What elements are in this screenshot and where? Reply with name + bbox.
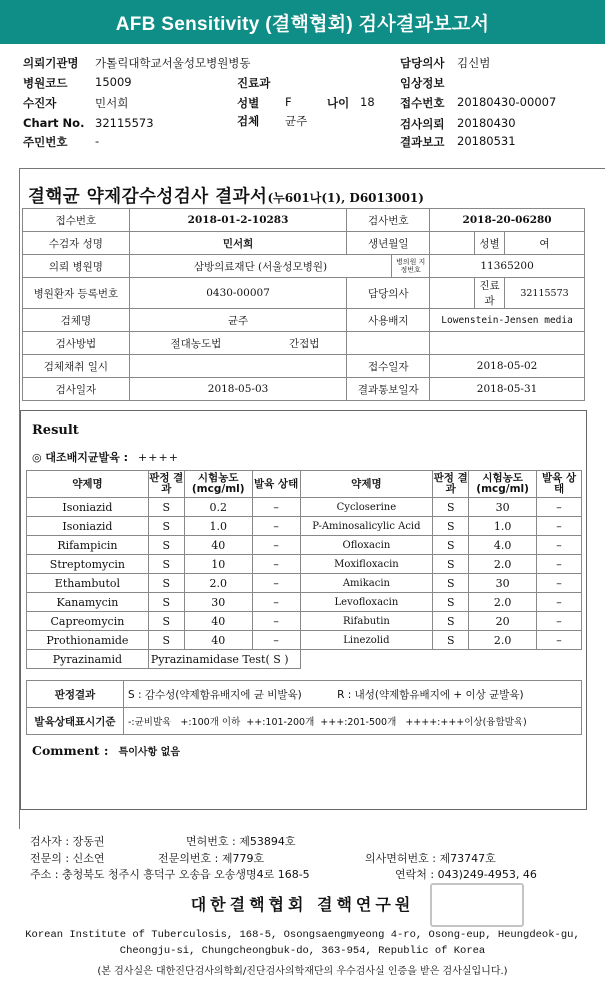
col-header: 발육 상태 [537,471,582,498]
drug-row [27,631,582,650]
drug-growth: – [252,631,300,650]
growth-criteria-row [27,708,582,735]
drug-concentration: 40 [184,536,252,555]
drug-concentration: 1.0 [469,517,537,536]
info-label: 의뢰 병원명 [23,255,130,278]
drug-concentration: 2.0 [469,555,537,574]
col-header: 시험농도 (mcg/ml) [469,471,537,498]
drug-name: Rifampicin [27,536,149,555]
drug-growth: – [537,536,582,555]
drug-row [27,536,582,555]
drug-name: Isoniazid [27,517,149,536]
drug-name: Cycloserine [300,498,433,517]
req-label: 검사의뢰 [400,117,445,131]
comment-label: Comment : [32,743,109,758]
drug-growth: – [537,631,582,650]
info-value: 2018-20-06280 [430,209,585,232]
info-value [129,355,347,378]
drug-name: Ofloxacin [300,536,433,555]
drug-name: Linezolid [300,631,433,650]
drug-concentration: 20 [469,612,537,631]
inst-label: 의뢰기관명 [23,56,79,70]
col-header: 시험농도 (mcg/ml) [184,471,252,498]
drug-growth: – [537,593,582,612]
info-value: 민서희 [129,232,347,255]
recv-value: 20180430-00007 [457,95,557,109]
growth-criteria-label: 발육상태표시기준 [27,708,124,735]
drug-result: S [433,536,469,555]
drug-result: S [148,612,184,631]
info-label: 진료과 [475,278,505,309]
recv-label: 접수번호 [400,96,445,110]
info-value: 2018-05-03 [129,378,347,401]
drug-result: S [148,517,184,536]
pza-name: Pyrazinamid [27,650,149,669]
drug-name: Isoniazid [27,498,149,517]
drug-result: S [148,631,184,650]
drug-row [27,612,582,631]
drug-row [27,574,582,593]
drug-concentration: 1.0 [184,517,252,536]
info-value: 여 [505,232,585,255]
comment-text: 특이사항 없음 [118,747,180,758]
drug-name: Capreomycin [27,612,149,631]
info-label: 검사일자 [23,378,130,401]
pza-test: Pyrazinamidase Test( S ) [148,650,300,669]
report-label: 결과보고 [400,135,445,149]
judgement-row [27,681,582,708]
info-value: 11365200 [430,255,585,278]
drug-name: P-Aminosalicylic Acid [300,517,433,536]
report-value: 20180531 [457,134,516,148]
growth-criteria-text: -:균비발육 +:100개 이하 ++:101-200개 +++:201-500개 ++++:+++이상(융합발육) [124,708,582,735]
chart-label: Chart No. [23,116,85,130]
drug-row [27,593,582,612]
drug-concentration: 0.2 [184,498,252,517]
info-label: 접수일자 [347,355,430,378]
chart-value: 32115573 [95,116,154,130]
drug-growth: – [537,612,582,631]
tester: 검사자 : 장동권 [30,835,105,848]
report-banner: AFB Sensitivity (결핵협회) 검사결과보고서 [0,0,605,44]
drug-concentration: 2.0 [184,574,252,593]
col-header: 약제명 [27,471,149,498]
col-header: 판정 결과 [148,471,184,498]
institute-address-en-1: Korean Institute of Tuberculosis, 168-5, Osongsaengmyeong 4-ro, Osong-eup, Heungdeok-gu, [25,929,580,941]
info-label: 검체채취 일시 [23,355,130,378]
specimen-value: 균주 [285,114,308,128]
info-value [430,278,475,309]
info-label: 사용배지 [347,309,430,332]
info-value: 간접법 [262,332,347,355]
col-header: 약제명 [300,471,433,498]
info-label: 검체명 [23,309,130,332]
drug-name: Amikacin [300,574,433,593]
institute-address-en-2: Cheongju-si, Chungcheongbuk-do, 363-954, Republic of Korea [119,945,486,957]
judgement-table [26,680,582,735]
contact: 연락처 : 043)249-4953, 46 [395,868,537,881]
certification-note: (본 검사실은 대한진단검사의학회/진단검사의학재단의 우수검사실 인증을 받은 검사실입니다.) [97,966,508,977]
drug-growth: – [252,498,300,517]
info-table [22,208,585,401]
age-label: 나이 [327,96,350,110]
drug-name: Moxifloxacin [300,555,433,574]
drug-result: S [148,593,184,612]
doctor-value: 김신범 [457,56,491,70]
drug-growth: – [252,574,300,593]
drug-concentration: 2.0 [469,631,537,650]
info-row [23,255,585,278]
drug-result: S [433,555,469,574]
drug-result: S [148,555,184,574]
drug-name: Levofloxacin [300,593,433,612]
drug-row [27,517,582,536]
rrn-label: 주민번호 [23,135,68,149]
pza-empty [300,650,581,669]
age-value: 18 [360,95,375,109]
info-label: 검사번호 [347,209,430,232]
info-value: 균주 [129,309,347,332]
report-title-text: 결핵균 약제감수성검사 결과서 [28,187,268,207]
specialist: 전문의 : 신소연 [30,852,105,865]
drug-result: S [148,536,184,555]
info-value: 2018-01-2-10283 [129,209,347,232]
report-title [28,183,424,208]
drug-concentration: 30 [469,498,537,517]
drug-concentration: 2.0 [469,593,537,612]
info-row [23,278,585,309]
drug-row [27,555,582,574]
result-title: Result [32,423,79,438]
drug-concentration: 10 [184,555,252,574]
drug-name: Kanamycin [27,593,149,612]
drug-concentration: 40 [184,631,252,650]
control-growth-value: ++++ [138,451,179,464]
drug-name: Streptomycin [27,555,149,574]
judgement-r: R : 내성(약제함유배지에 + 이상 균발육) [337,688,524,701]
info-value: 32115573 [505,278,585,309]
info-label: 병의원 지정번호 [392,255,430,278]
code-value: 15009 [95,75,132,89]
drug-name: Ethambutol [27,574,149,593]
drug-growth: – [537,498,582,517]
info-label: 검사방법 [23,332,130,355]
judgement-s: S : 감수성(약제함유배지에 균 비발육) [128,688,302,701]
info-row [23,355,585,378]
col-header: 판정 결과 [433,471,469,498]
drug-result: S [433,574,469,593]
sex-label: 성별 [237,96,260,110]
info-label: 수검자 성명 [23,232,130,255]
drug-name: Prothionamide [27,631,149,650]
info-value: 삼방의료재단 (서울성모병원) [129,255,391,278]
judgement-text [124,681,582,708]
info-value: Lowenstein-Jensen media [430,309,585,332]
info-value: 2018-05-02 [430,355,585,378]
judgement-label: 판정결과 [27,681,124,708]
drug-growth: – [252,593,300,612]
sex-value: F [285,95,292,109]
specialist-no: 전문의번호 : 제779호 [158,852,265,865]
info-label: 성별 [475,232,505,255]
drug-result: S [433,498,469,517]
drug-growth: – [252,555,300,574]
institute-name-ko: 대한결핵협회 결핵연구원 [190,895,415,914]
drug-result: S [148,498,184,517]
license-no: 면허번호 : 제53894호 [186,835,296,848]
address: 주소 : 충청북도 청주시 흥덕구 오송읍 오송생명4로 168-5 [30,868,310,881]
info-row [23,378,585,401]
info-label: 결과통보일자 [347,378,430,401]
info-value: 0430-00007 [129,278,347,309]
col-header: 발육 상태 [252,471,300,498]
info-label: 담당의사 [347,278,430,309]
info-value: 절대농도법 [129,332,262,355]
info-row [23,332,585,355]
drug-growth: – [252,536,300,555]
drug-growth: – [252,517,300,536]
drug-header-row [27,471,582,498]
info-value [430,332,585,355]
info-value [430,232,475,255]
pza-row [27,650,582,669]
rrn-value: - [95,134,100,148]
drug-growth: – [537,574,582,593]
info-row [23,309,585,332]
info-label [347,332,430,355]
info-label: 접수번호 [23,209,130,232]
req-value: 20180430 [457,116,516,130]
drug-concentration: 30 [469,574,537,593]
drug-concentration: 30 [184,593,252,612]
dept-label: 진료과 [237,76,271,90]
patient-label: 수진자 [23,96,57,110]
drug-result: S [433,593,469,612]
drug-concentration: 40 [184,612,252,631]
clinical-label: 임상정보 [400,76,445,90]
patient-value: 민서희 [95,96,129,110]
info-value: 2018-05-31 [430,378,585,401]
doctor-label: 담당의사 [400,56,445,70]
drug-result: S [433,631,469,650]
drug-growth: – [537,517,582,536]
comment [32,743,180,758]
control-growth-line [32,449,179,465]
drug-table [26,470,582,669]
drug-concentration: 4.0 [469,536,537,555]
specimen-label: 검체 [237,114,260,128]
drug-growth: – [537,555,582,574]
doctor-license-no: 의사면허번호 : 제73747호 [365,852,496,865]
control-growth-label: ◎ 대조배지균발육 : [32,451,129,464]
info-row [23,209,585,232]
drug-growth: – [252,612,300,631]
drug-result: S [433,612,469,631]
code-label: 병원코드 [23,76,68,90]
drug-row [27,498,582,517]
drug-name: Rifabutin [300,612,433,631]
info-label: 생년월일 [347,232,430,255]
drug-result: S [148,574,184,593]
info-row [23,232,585,255]
drug-result: S [433,517,469,536]
inst-value: 가톨릭대학교서울성모병원병동 [95,56,251,70]
info-label: 병원환자 등록번호 [23,278,130,309]
report-subtitle: (누601나(1), D6013001) [267,191,424,205]
